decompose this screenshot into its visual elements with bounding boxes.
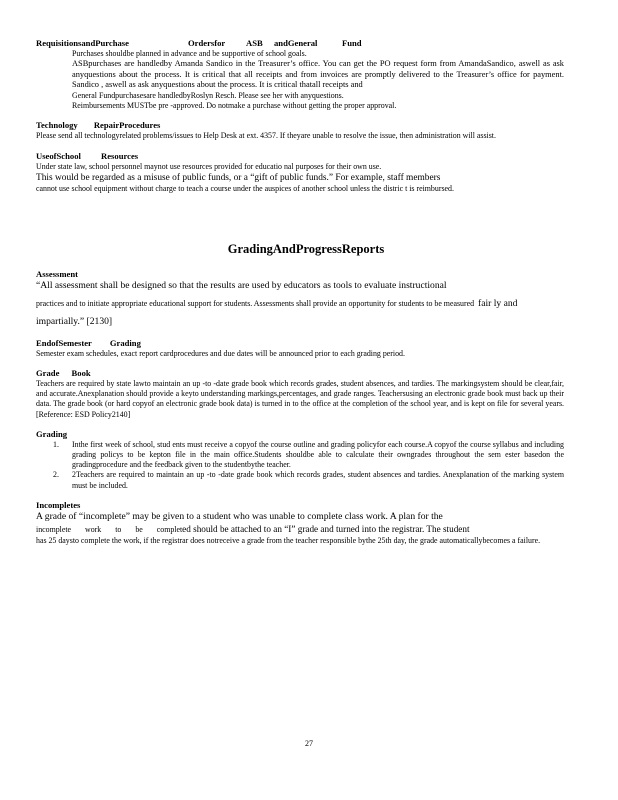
list-item-text: Purchases shouldbe planned in advance and be supportive of school goals. xyxy=(72,49,307,58)
list-item-text: Inthe first week of school, stud ents must receive a copyof the course outline and grading policyfor each course.A copyof the course syllabus and including grading policys to be kepton file in the main office.Students shouldbe able to calculate their owngrades throughout the sem ester basedon the gradingprocedure and the feedback given to the studentbythe teacher. xyxy=(72,439,564,470)
grade-book-heading: Grade Book xyxy=(36,368,91,379)
list-number: 2. xyxy=(53,470,59,480)
technology-heading: Technology RepairProcedures xyxy=(36,120,161,131)
use-of-school-text-1: Under state law, school personnel maynot use resources provided for educatio nal purposes for their own use. xyxy=(36,161,382,171)
list-item xyxy=(36,49,564,59)
end-of-semester-text: Semester exam schedules, exact report cardprocedures and due dates will be announced prior to each grading period. xyxy=(36,348,405,358)
bullet-marker xyxy=(36,91,72,101)
incompletes-text-2 xyxy=(36,523,564,535)
incompletes-text-2b: ed should be attached to an “I” grade and turned into the registrar. The student xyxy=(182,524,470,535)
list-item-text: ASBpurchases are handledby Amanda Sandico in the Treasurer’s office. You can get the PO request form from AmandaSandico, aswell as ask anyquestions about the process. It is critical that all receipts and from invoices are promptly delivered to the Treasurer’s office for payment. Sandico , aswell as ask anyquestions about the process. It is critical thatall receipts and xyxy=(72,59,564,90)
requisitions-heading-part: RequisitionsandPurchase xyxy=(36,38,129,48)
bullet-marker xyxy=(36,101,72,111)
bullet-marker xyxy=(36,49,72,59)
grading-heading: Grading xyxy=(36,428,68,439)
assessment-text-3: fair ly and impartially.” [2130] xyxy=(36,297,518,327)
page-content xyxy=(36,38,564,546)
list-item xyxy=(36,59,564,91)
assessment-text-1: “All assessment shall be designed so that the results are used by educators as tools to evaluate instructional xyxy=(36,280,447,292)
list-item-text: Reimbursements MUSTbe pre -approved. Do notmake a purchase without getting the proper approval. xyxy=(72,101,397,111)
bullet-marker xyxy=(36,59,72,91)
requisitions-heading xyxy=(36,38,564,49)
requisitions-heading-part: Ordersfor xyxy=(188,38,226,48)
list-item xyxy=(36,470,564,490)
list-item xyxy=(36,440,564,471)
page-number: 27 xyxy=(305,739,313,748)
incompletes-text-2a: incomplete work to be complet xyxy=(36,525,183,535)
requisitions-heading-part: ASB xyxy=(246,38,263,48)
list-number: 1. xyxy=(53,439,59,449)
technology-text: Please send all technologyrelated problems/issues to Help Desk at ext. 4357. If theyare unable to resolve the issue, then administration will assist. xyxy=(36,131,496,141)
use-of-school-text-3: cannot use school equipment without charge to teach a course under the auspices of another school unless the distric t is reimbursed. xyxy=(36,184,454,194)
grade-book-text: Teachers are required by state lawto maintain an up -to -date grade book which records grades, student absences, and tardies. The markingsystem should be clear,fair, and accurate.Anexplanation should provide a keyto understanding markings,percentages, and grade ranges. Teachersusing an electronic grade book must back up their data. The grade book (or hard copyof an electronic grade book data) is turned in to the office at the completion of the school year, and is kept on file for several years. [Reference: ESD Policy2140] xyxy=(36,379,564,419)
list-item xyxy=(36,101,564,111)
grading-section-title: GradingAndProgressReports xyxy=(227,242,385,257)
list-item-text: 2Teachers are required to maintain an up -to -date grade book which records grades, student absences and tardies. Anexplanation of the marking system must be included. xyxy=(72,470,564,490)
list-item xyxy=(36,91,564,101)
incompletes-text-1: A grade of “incomplete” may be given to a student who was unable to complete class work. A plan for the xyxy=(36,510,443,522)
assessment-text-2: practices and to initiate appropriate educational support for students. Assessments shall provide an opportunity for students to be measured xyxy=(36,298,475,308)
assessment-heading: Assessment xyxy=(36,269,79,280)
incompletes-heading: Incompletes xyxy=(36,499,81,510)
end-of-semester-heading: EndofSemester Grading xyxy=(36,337,141,348)
incompletes-text-3: has 25 daysto complete the work, if the registrar does notreceive a grade from the teacher responsible bythe 25th day, the grade automaticallybecomes a failure. xyxy=(36,535,541,545)
use-of-school-heading: UseofSchool Resources xyxy=(36,150,139,161)
requisitions-heading-part: andGeneral xyxy=(274,38,318,48)
requisitions-heading-part: Fund xyxy=(342,38,362,48)
use-of-school-text-2: This would be regarded as a misuse of public funds, or a “gift of public funds.” For example, staff members xyxy=(36,172,441,183)
list-item-text: General Fundpurchasesare handledbyRoslyn Resch. Please see her with anyquestions. xyxy=(72,90,344,100)
